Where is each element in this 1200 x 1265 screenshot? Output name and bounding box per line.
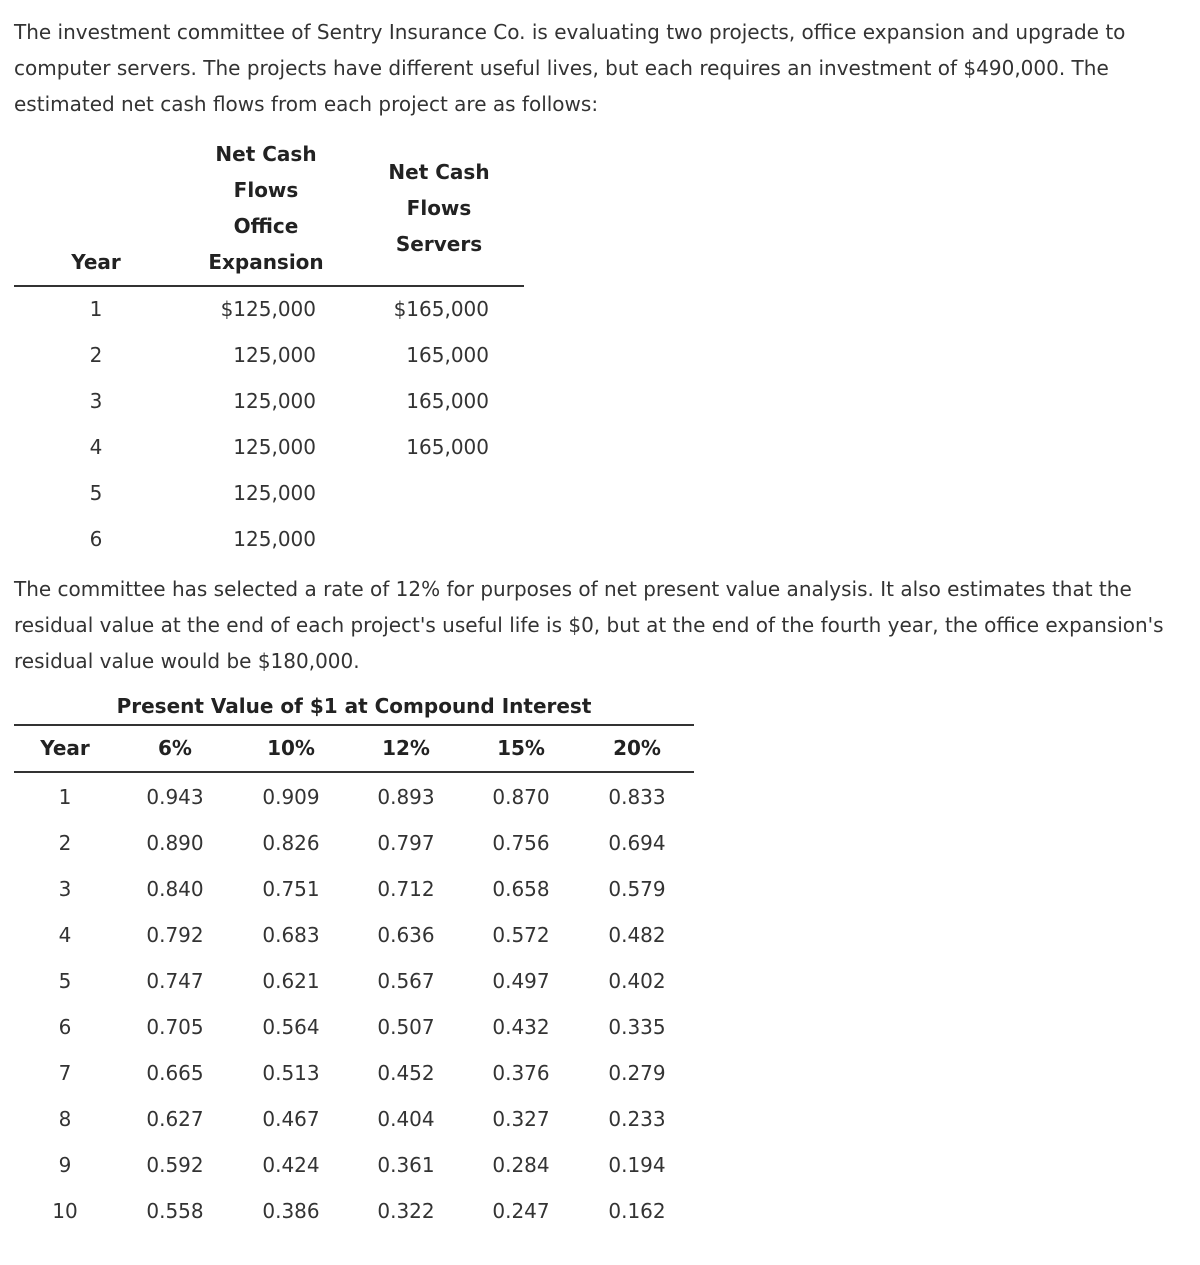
pv-cell-10: 0.751 [262, 877, 320, 901]
pv-cell-15: 0.870 [492, 785, 550, 809]
pv-cell-15: 0.376 [492, 1061, 550, 1085]
pv-table-row [0, 1055, 700, 1091]
pv-cell-10: 0.909 [262, 785, 320, 809]
pv-header-10: 10% [267, 736, 315, 760]
pv-cell-20: 0.402 [608, 969, 666, 993]
pv-cell-12: 0.507 [377, 1015, 435, 1039]
pv-cell-year: 4 [58, 923, 72, 947]
pv-cell-15: 0.247 [492, 1199, 550, 1223]
cf-cell-year: 5 [89, 481, 103, 505]
cf-cell-year: 1 [89, 297, 103, 321]
pv-cell-year: 1 [58, 785, 72, 809]
cf-cell-servers: 165,000 [406, 343, 489, 367]
pv-table-row [0, 1193, 700, 1229]
pv-table-row [0, 871, 700, 907]
pv-cell-20: 0.194 [608, 1153, 666, 1177]
pv-cell-20: 0.335 [608, 1015, 666, 1039]
cf-cell-year: 4 [89, 435, 103, 459]
pv-title-rule [14, 724, 694, 726]
pv-table-title: Present Value of $1 at Compound Interest [116, 694, 592, 718]
pv-table-row [0, 779, 700, 815]
cf-cell-servers: 165,000 [406, 389, 489, 413]
pv-cell-15: 0.756 [492, 831, 550, 855]
pv-cell-20: 0.694 [608, 831, 666, 855]
cf-cell-office: 125,000 [233, 435, 316, 459]
pv-table-row [0, 1101, 700, 1137]
cf-header-office: Net Cash Flows Office Expansion [208, 142, 324, 274]
pv-cell-10: 0.683 [262, 923, 320, 947]
pv-table-row [0, 1147, 700, 1183]
pv-cell-6: 0.558 [146, 1199, 204, 1223]
pv-cell-12: 0.712 [377, 877, 435, 901]
intro-paragraph: The investment committee of Sentry Insurance Co. is evaluating two projects, office expansion and upgrade to computer servers. The projects have different useful lives, but each requires an investment of $490,000. The estimated net cash flows from each project are as follows: [14, 20, 1126, 116]
pv-cell-20: 0.233 [608, 1107, 666, 1131]
pv-cell-10: 0.621 [262, 969, 320, 993]
pv-cell-6: 0.627 [146, 1107, 204, 1131]
pv-cell-10: 0.826 [262, 831, 320, 855]
cf-cell-office: 125,000 [233, 343, 316, 367]
cf-cell-office: $125,000 [220, 297, 316, 321]
cf-table-row [0, 291, 600, 327]
cf-header-rule [14, 285, 524, 287]
pv-header-12: 12% [382, 736, 430, 760]
pv-cell-20: 0.162 [608, 1199, 666, 1223]
pv-cell-20: 0.579 [608, 877, 666, 901]
pv-cell-6: 0.792 [146, 923, 204, 947]
cf-table-row [0, 429, 600, 465]
pv-cell-12: 0.893 [377, 785, 435, 809]
pv-cell-15: 0.327 [492, 1107, 550, 1131]
cf-table-row [0, 383, 600, 419]
pv-table-row [0, 917, 700, 953]
pv-cell-year: 8 [58, 1107, 72, 1131]
cf-cell-year: 6 [89, 527, 103, 551]
cf-table-row [0, 475, 600, 511]
pv-cell-20: 0.482 [608, 923, 666, 947]
pv-cell-6: 0.705 [146, 1015, 204, 1039]
pv-cell-6: 0.665 [146, 1061, 204, 1085]
pv-cell-6: 0.592 [146, 1153, 204, 1177]
cf-cell-servers: 165,000 [406, 435, 489, 459]
pv-cell-12: 0.322 [377, 1199, 435, 1223]
pv-header-year: Year [40, 736, 90, 760]
cf-cell-year: 2 [89, 343, 103, 367]
pv-cell-12: 0.452 [377, 1061, 435, 1085]
pv-cell-6: 0.943 [146, 785, 204, 809]
cf-table-row [0, 521, 600, 557]
pv-cell-12: 0.567 [377, 969, 435, 993]
pv-table-row [0, 963, 700, 999]
pv-header-rule [14, 771, 694, 773]
pv-cell-12: 0.636 [377, 923, 435, 947]
pv-cell-year: 6 [58, 1015, 72, 1039]
pv-cell-10: 0.513 [262, 1061, 320, 1085]
pv-header-6: 6% [158, 736, 192, 760]
cf-cell-office: 125,000 [233, 481, 316, 505]
pv-cell-12: 0.361 [377, 1153, 435, 1177]
pv-cell-12: 0.404 [377, 1107, 435, 1131]
pv-cell-10: 0.564 [262, 1015, 320, 1039]
pv-cell-6: 0.890 [146, 831, 204, 855]
middle-paragraph: The committee has selected a rate of 12% for purposes of net present value analysis. It also estimates that the residual value at the end of each project's useful life is $0, but at the end of the fourth year, the office expansion's residual value would be $180,000. [14, 577, 1164, 673]
cf-cell-office: 125,000 [233, 527, 316, 551]
cf-cell-servers: $165,000 [393, 297, 489, 321]
pv-header-15: 15% [497, 736, 545, 760]
pv-cell-year: 5 [58, 969, 72, 993]
pv-cell-20: 0.279 [608, 1061, 666, 1085]
pv-cell-15: 0.658 [492, 877, 550, 901]
pv-cell-year: 7 [58, 1061, 72, 1085]
pv-cell-year: 2 [58, 831, 72, 855]
pv-cell-6: 0.840 [146, 877, 204, 901]
cf-cell-office: 125,000 [233, 389, 316, 413]
pv-cell-15: 0.284 [492, 1153, 550, 1177]
pv-cell-10: 0.386 [262, 1199, 320, 1223]
pv-cell-15: 0.432 [492, 1015, 550, 1039]
cf-table-row [0, 337, 600, 373]
pv-cell-15: 0.497 [492, 969, 550, 993]
cf-cell-year: 3 [89, 389, 103, 413]
pv-cell-10: 0.424 [262, 1153, 320, 1177]
pv-cell-12: 0.797 [377, 831, 435, 855]
pv-cell-6: 0.747 [146, 969, 204, 993]
pv-cell-15: 0.572 [492, 923, 550, 947]
pv-table-row [0, 825, 700, 861]
pv-cell-10: 0.467 [262, 1107, 320, 1131]
cf-header-servers: Net Cash Flows Servers [388, 160, 490, 256]
cf-header-year: Year [71, 250, 121, 274]
pv-cell-year: 9 [58, 1153, 72, 1177]
pv-header-20: 20% [613, 736, 661, 760]
pv-table-row [0, 1009, 700, 1045]
pv-cell-year: 10 [52, 1199, 78, 1223]
pv-cell-year: 3 [58, 877, 72, 901]
pv-cell-20: 0.833 [608, 785, 666, 809]
